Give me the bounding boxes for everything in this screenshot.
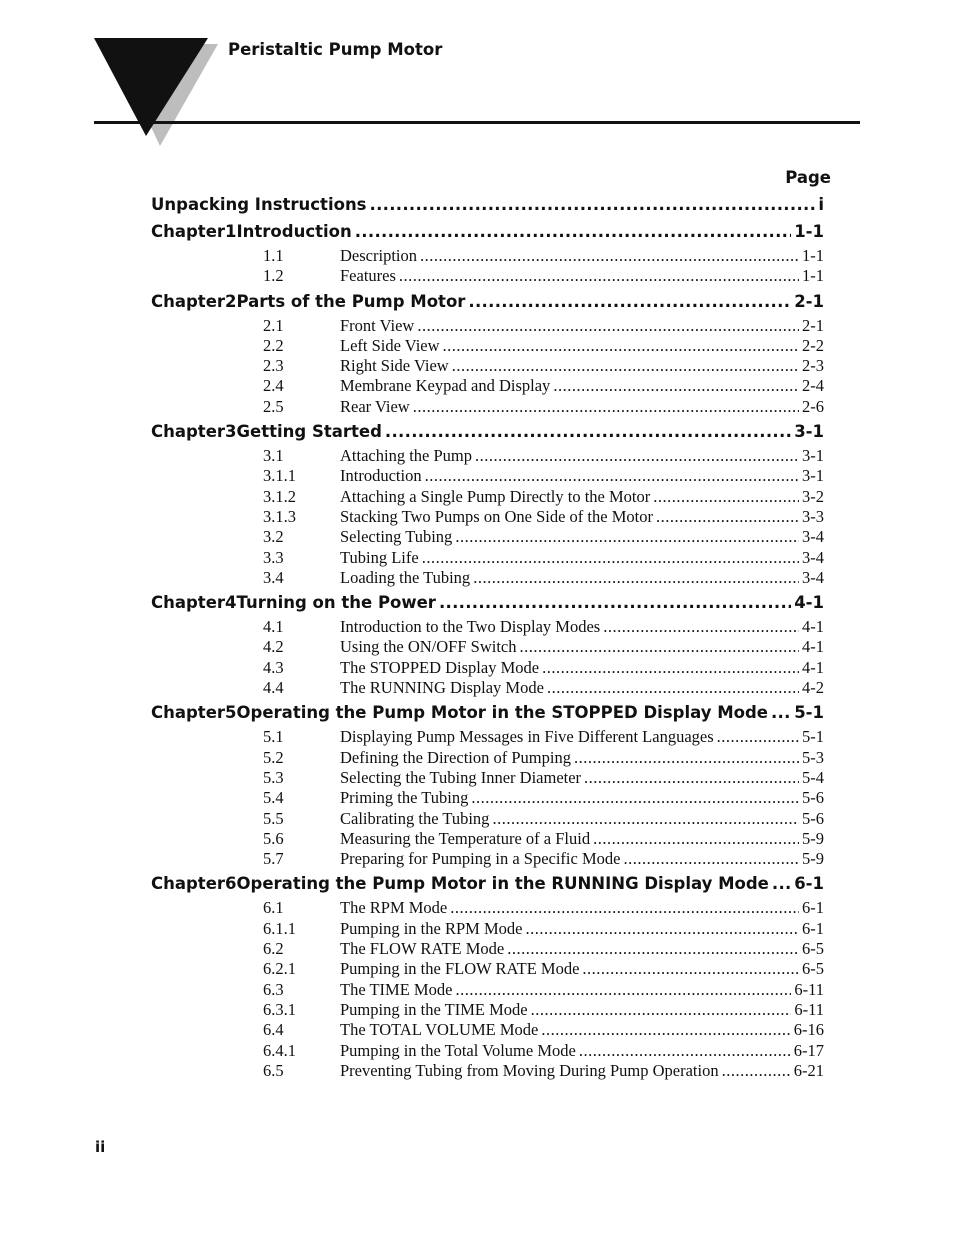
chapter-title: Parts of the Pump Motor [236,291,466,311]
toc-chapter-entry[interactable] [151,590,824,615]
toc-section-entry[interactable] [263,919,824,939]
chapter-word: Chapter [151,222,226,241]
section-title: Attaching the Pump [340,446,472,466]
dot-leader [492,809,799,829]
toc-chapter-entry[interactable] [151,419,824,444]
section-number: 4.4 [263,678,284,698]
section-number: 6.4 [263,1020,284,1040]
toc-section-entry[interactable] [263,466,824,486]
section-title: Pumping in the Total Volume Mode [340,1040,576,1060]
dot-leader [471,788,799,808]
dot-leader [413,397,799,417]
section-number: 2.3 [263,356,284,376]
section-title: Calibrating the Tubing [340,808,490,828]
chapter-number: 1 [225,222,237,241]
dot-leader [455,527,799,547]
toc-section-entry[interactable] [263,507,824,527]
section-page: 3-1 [802,446,824,466]
section-page: 4-2 [802,678,824,698]
toc-section-entry[interactable] [263,617,824,637]
section-page: 4-1 [802,617,824,637]
section-page: 3-2 [802,486,824,506]
toc-section-entry[interactable] [263,487,824,507]
section-title: Using the ON/OFF Switch [340,637,517,657]
dot-leader [547,678,799,698]
toc-entry-page: i [818,195,824,214]
section-title: Stacking Two Pumps on One Side of the Motor [340,506,653,526]
section-number: 5.4 [263,788,284,808]
chapter-word: Chapter [151,703,226,723]
section-page: 6-5 [802,939,824,959]
section-page: 6-21 [793,1060,824,1080]
toc-section-entry[interactable] [263,678,824,698]
section-number: 5.2 [263,747,284,767]
toc-section-entry[interactable] [263,939,824,959]
dot-leader [772,871,791,896]
section-number: 3.1.1 [263,466,296,486]
section-number: 3.1.3 [263,506,296,526]
section-number: 3.1.2 [263,486,296,506]
section-page: 5-9 [802,828,824,848]
section-title: Measuring the Temperature of a Fluid [340,828,591,848]
section-number: 6.4.1 [263,1040,296,1060]
dot-leader [420,246,799,266]
dot-leader [623,849,799,869]
section-title: The RUNNING Display Mode [340,678,544,698]
section-page: 6-17 [793,1040,824,1060]
section-page: 6-16 [793,1020,824,1040]
chapter-page: 3-1 [794,422,824,442]
dot-leader [603,617,799,637]
table-of-contents [151,190,831,1081]
section-page: 6-1 [802,898,824,918]
section-number: 5.5 [263,808,284,828]
section-number: 2.5 [263,396,284,416]
dot-leader [452,356,799,376]
toc-section-entry[interactable] [263,356,824,376]
section-page: 6-11 [794,999,824,1019]
chapter-title: Operating the Pump Motor in the STOPPED Display Mode [236,703,768,723]
section-number: 5.1 [263,727,284,747]
dot-leader [541,1020,790,1040]
section-title: Rear View [340,396,410,416]
toc-section-entry[interactable] [263,376,824,396]
dot-leader [653,487,799,507]
section-number: 2.2 [263,335,284,355]
section-title: Pumping in the RPM Mode [340,918,523,938]
dot-leader [519,637,799,657]
toc-section-entry[interactable] [263,246,824,266]
section-title: Features [340,266,396,286]
section-title: Pumping in the FLOW RATE Mode [340,959,580,979]
section-title: Loading the Tubing [340,567,471,587]
section-number: 4.3 [263,657,284,677]
section-number: 6.5 [263,1060,284,1080]
header-title: Peristaltic Pump Motor [228,40,443,59]
toc-section-entry[interactable] [263,727,824,747]
section-page: 4-1 [802,637,824,657]
section-number: 6.1 [263,898,284,918]
section-number: 6.3.1 [263,999,296,1019]
dot-leader [455,980,791,1000]
dot-leader [399,266,799,286]
section-title: Selecting Tubing [340,527,453,547]
toc-section-entry[interactable] [263,266,824,286]
section-page: 3-3 [802,506,824,526]
toc-section-entry[interactable] [263,527,824,547]
section-page: 6-5 [802,959,824,979]
section-page: 2-4 [802,376,824,396]
section-page: 2-2 [802,335,824,355]
section-title: The RPM Mode [340,898,448,918]
toc-section-entry[interactable] [263,898,824,918]
section-number: 6.3 [263,979,284,999]
chapter-list [151,219,831,1081]
toc-section-entry[interactable] [263,809,824,829]
section-number: 4.2 [263,637,284,657]
section-number: 6.2 [263,939,284,959]
toc-section-entry[interactable] [263,788,824,808]
chapter-number: 6 [225,874,237,894]
chapter-page: 1-1 [794,222,824,241]
toc-section-entry[interactable] [263,446,824,466]
chapter-page: 5-1 [794,703,824,723]
section-number: 3.4 [263,567,284,587]
toc-section-entry[interactable] [263,548,824,568]
section-page: 5-6 [802,808,824,828]
section-title: Selecting the Tubing Inner Diameter [340,767,582,787]
chapter-title: Turning on the Power [236,593,436,613]
section-page: 5-9 [802,849,824,869]
dot-leader [553,376,799,396]
dot-leader [425,466,799,486]
toc-section-entry[interactable] [263,1020,824,1040]
dot-leader [422,548,799,568]
dot-leader [439,590,791,615]
dot-leader [531,1000,792,1020]
section-title: Defining the Direction of Pumping [340,747,571,767]
section-number: 3.3 [263,547,284,567]
section-title: Front View [340,315,415,335]
logo-triangle-icon [94,38,220,148]
section-number: 1.2 [263,266,284,286]
section-number: 1.1 [263,246,284,265]
dot-leader [656,507,799,527]
toc-section-entry[interactable] [263,568,824,588]
toc-section-entry[interactable] [263,637,824,657]
section-title: The TIME Mode [340,979,453,999]
section-page: 3-4 [802,547,824,567]
dot-leader [525,919,799,939]
toc-unpacking-entry[interactable] [151,192,824,217]
section-title: Priming the Tubing [340,788,469,808]
section-page: 2-3 [802,356,824,376]
dot-leader [717,727,799,747]
dot-leader [507,939,799,959]
section-title: Membrane Keypad and Display [340,376,551,396]
dot-leader [443,336,799,356]
dot-leader [593,829,799,849]
dot-leader [385,419,791,444]
dot-leader [473,568,799,588]
section-title: Left Side View [340,335,440,355]
section-number: 2.1 [263,315,284,335]
section-number: 6.2.1 [263,959,296,979]
section-page: 3-4 [802,527,824,547]
dot-leader [468,289,791,314]
dot-leader [542,658,799,678]
section-number: 2.4 [263,376,284,396]
chapter-page: 2-1 [794,291,824,311]
toc-chapter-entry[interactable] [151,871,824,896]
toc-section-entry[interactable] [263,1041,824,1061]
section-title: The TOTAL VOLUME Mode [340,1020,539,1040]
toc-section-entry[interactable] [263,397,824,417]
toc-section-entry[interactable] [263,829,824,849]
toc-section-entry[interactable] [263,1000,824,1020]
section-page: 5-4 [802,767,824,787]
chapter-word: Chapter [151,593,226,613]
section-title: Description [340,246,417,265]
section-number: 3.1 [263,446,284,466]
section-title: The STOPPED Display Mode [340,657,540,677]
chapter-word: Chapter [151,874,226,894]
toc-section-entry[interactable] [263,336,824,356]
section-page: 6-1 [802,918,824,938]
chapter-page: 4-1 [794,593,824,613]
chapter-word: Chapter [151,291,226,311]
section-number: 5.6 [263,828,284,848]
section-page: 1-1 [802,246,824,265]
dot-leader [475,446,799,466]
dot-leader [582,959,799,979]
section-page: 2-1 [802,315,824,335]
toc-section-entry[interactable] [263,748,824,768]
section-page: 5-1 [802,727,824,747]
toc-section-entry[interactable] [263,768,824,788]
dot-leader [370,192,816,217]
section-number: 3.2 [263,527,284,547]
section-number: 6.1.1 [263,918,296,938]
section-title: Introduction to the Two Display Modes [340,617,601,637]
footer-page-number: ii [95,1138,106,1156]
section-title: Displaying Pump Messages in Five Different Languages [340,727,714,747]
dot-leader [722,1061,791,1081]
dot-leader [355,219,791,244]
section-page: 3-4 [802,567,824,587]
chapter-number: 2 [225,291,237,311]
toc-section-entry[interactable] [263,980,824,1000]
toc-section-entry[interactable] [263,959,824,979]
section-title: Right Side View [340,356,449,376]
section-page: 5-6 [802,788,824,808]
section-page: 5-3 [802,747,824,767]
chapter-title: Operating the Pump Motor in the RUNNING Display Mode [236,874,769,894]
chapter-title: Getting Started [236,422,382,442]
chapter-number: 5 [225,703,237,723]
chapter-number: 3 [225,422,237,442]
toc-section-entry[interactable] [263,849,824,869]
toc-section-entry[interactable] [263,1061,824,1081]
section-number: 4.1 [263,617,284,637]
dot-leader [417,316,799,336]
section-title: Tubing Life [340,547,419,567]
section-page: 6-11 [794,979,824,999]
toc-section-entry[interactable] [263,658,824,678]
dot-leader [584,768,799,788]
toc-chapter-entry[interactable] [151,219,824,244]
header-rule [94,121,860,124]
dot-leader [579,1041,791,1061]
chapter-page: 6-1 [794,874,824,894]
section-title: Preventing Tubing from Moving During Pump Operation [340,1060,719,1080]
chapter-number: 4 [225,593,237,613]
chapter-word: Chapter [151,422,226,442]
dot-leader [450,898,799,918]
section-number: 5.7 [263,849,284,869]
section-title: Preparing for Pumping in a Specific Mode [340,849,621,869]
section-title: Attaching a Single Pump Directly to the Motor [340,486,651,506]
section-page: 3-1 [802,466,824,486]
dot-leader [574,748,799,768]
section-number: 5.3 [263,767,284,787]
section-page: 1-1 [802,266,824,286]
section-title: Pumping in the TIME Mode [340,999,528,1019]
dot-leader [771,700,791,725]
toc-entry-title: Unpacking Instructions [151,195,367,214]
toc-section-entry[interactable] [263,316,824,336]
page-column-label: Page [785,168,831,187]
section-page: 4-1 [802,657,824,677]
toc-chapter-entry[interactable] [151,700,824,725]
toc-chapter-entry[interactable] [151,289,824,314]
section-title: The FLOW RATE Mode [340,939,505,959]
section-page: 2-6 [802,396,824,416]
section-title: Introduction [340,466,422,486]
chapter-title: Introduction [236,222,352,241]
